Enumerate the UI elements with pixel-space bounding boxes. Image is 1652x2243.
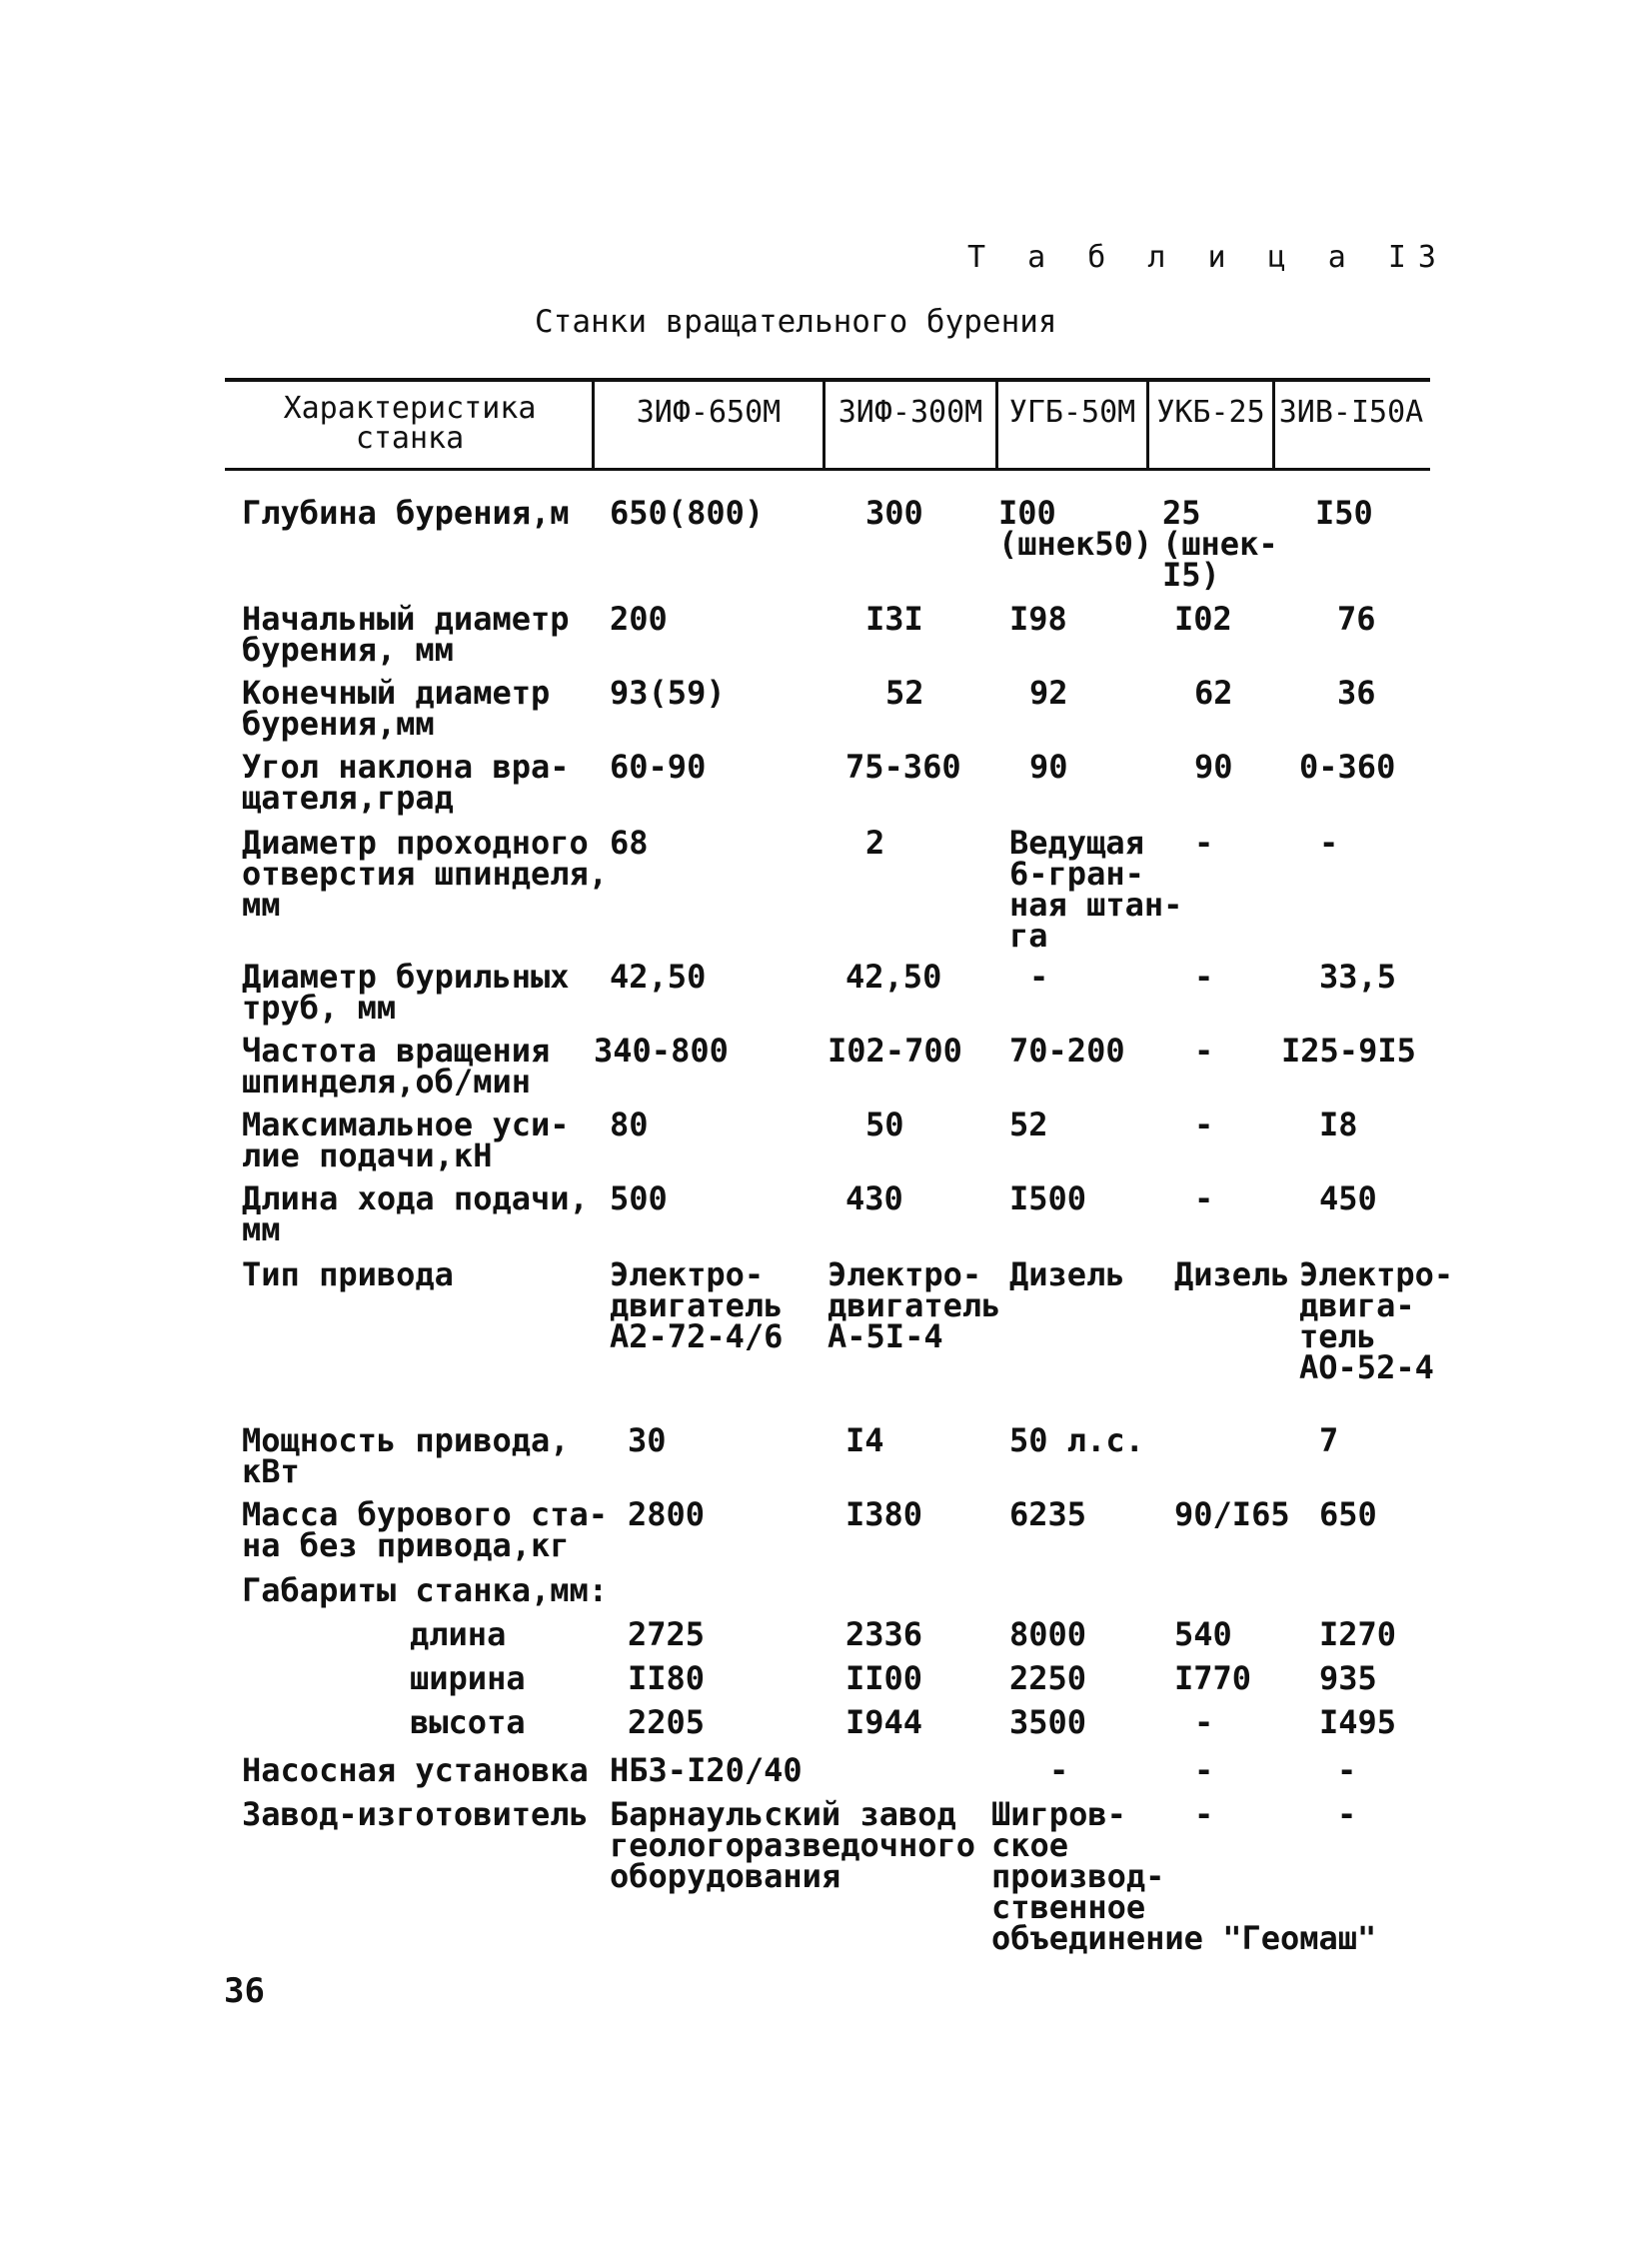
- cell-ugb50: 92: [1029, 674, 1068, 712]
- cell-zif300: Электро- двигатель А-5I-4: [827, 1255, 1001, 1355]
- header-model: ЗИФ-300М: [837, 395, 983, 430]
- cell-zif300: 50: [865, 1106, 904, 1143]
- cell-zif650: 340-800: [594, 1032, 729, 1070]
- cell-ugb50: 8000: [1009, 1615, 1087, 1653]
- row-label: Диаметр бурильных труб, мм: [242, 958, 570, 1027]
- cell-ugb50: Дизель: [1009, 1255, 1125, 1293]
- table-header-rule: [225, 468, 1430, 471]
- cell-ziv150: 36: [1337, 674, 1376, 712]
- cell-ugb50: 90: [1029, 748, 1068, 786]
- cell-zif300: I02-700: [827, 1032, 962, 1070]
- cell-ukb25: -: [1194, 1106, 1214, 1143]
- cell-ugb50: 52: [1009, 1106, 1048, 1143]
- cell-ziv150: I25-9I5: [1281, 1032, 1416, 1070]
- table-top-rule: [225, 378, 1430, 382]
- row-label: Диаметр проходного отверстия шпинделя, мм: [242, 824, 609, 924]
- cell-ukb25: 90: [1194, 748, 1233, 786]
- cell-ukb25: -: [1194, 1751, 1214, 1789]
- cell-ukb25: -: [1194, 824, 1214, 862]
- cell-zif650: 42,50: [610, 958, 707, 996]
- cell-ukb25: I02: [1174, 600, 1232, 638]
- cell-zif300: II00: [845, 1659, 923, 1697]
- cell-zif300: 52: [885, 674, 924, 712]
- cell-zif650: 30: [628, 1421, 667, 1459]
- cell-ugb50: 50 л.с.: [1009, 1421, 1144, 1459]
- cell-ugb50: 2250: [1009, 1659, 1087, 1697]
- cell-ziv150: I270: [1319, 1615, 1397, 1653]
- cell-zif300: I3I: [865, 600, 923, 638]
- cell-ugb50: 6235: [1009, 1495, 1087, 1533]
- cell-zif300: I4: [845, 1421, 884, 1459]
- header-divider: [995, 380, 998, 470]
- row-label: Тип привода: [242, 1255, 454, 1293]
- cell-ukb25: 540: [1174, 1615, 1232, 1653]
- cell-ugb50: I500: [1009, 1179, 1087, 1217]
- cell-zif650: 2205: [628, 1703, 706, 1741]
- cell-ukb25: 62: [1194, 674, 1233, 712]
- header-divider: [1272, 380, 1275, 470]
- cell-zif650: 2800: [628, 1495, 706, 1533]
- cell-zif650: НБЗ-I20/40: [610, 1751, 803, 1789]
- dimensions-label: Габариты станка,мм:: [242, 1571, 609, 1609]
- cell-ugb50: 70-200: [1009, 1032, 1125, 1070]
- row-label: Глубина бурения,м: [242, 494, 570, 532]
- cell-zif650: 2725: [628, 1615, 706, 1653]
- cell-ziv150: 450: [1319, 1179, 1377, 1217]
- cell-zif: Барнаульский завод геологоразведочного оборудования: [610, 1795, 976, 1895]
- cell-ziv150: -: [1319, 824, 1339, 862]
- row-label: Длина хода подачи, мм: [242, 1179, 589, 1248]
- row-label: длина: [410, 1615, 507, 1653]
- row-label: ширина: [410, 1659, 526, 1697]
- cell-ziv150: -: [1337, 1795, 1357, 1833]
- cell-ziv150: 76: [1337, 600, 1376, 638]
- cell-ugb50: I00 (шнек50): [998, 494, 1153, 563]
- cell-ziv150: 935: [1319, 1659, 1377, 1697]
- row-label: Максимальное уси- лие подачи,кН: [242, 1106, 570, 1174]
- row-label: высота: [410, 1703, 526, 1741]
- cell-zif300: 300: [865, 494, 923, 532]
- row-label: Мощность привода, кВт: [242, 1421, 570, 1490]
- row-label: Частота вращения шпинделя,об/мин: [242, 1032, 551, 1101]
- cell-ugb50: -: [1049, 1751, 1069, 1789]
- header-divider: [823, 380, 826, 470]
- cell-ziv150: 33,5: [1319, 958, 1397, 996]
- cell-ugb50: 3500: [1009, 1703, 1087, 1741]
- cell-zif650: 500: [610, 1179, 668, 1217]
- cell-zif650: II80: [628, 1659, 706, 1697]
- table-label: Т а б л и ц а I3: [967, 240, 1448, 275]
- cell-zif650: 650(800): [610, 494, 765, 532]
- cell-ukb25: 90/I65: [1174, 1495, 1290, 1533]
- cell-zif300: 42,50: [845, 958, 942, 996]
- page-number: 36: [224, 1971, 265, 2011]
- cell-ukb25: I770: [1174, 1659, 1252, 1697]
- cell-ukb25: Дизель: [1174, 1255, 1290, 1293]
- cell-ziv150: I495: [1319, 1703, 1397, 1741]
- row-label: Завод-изготовитель: [242, 1795, 589, 1833]
- cell-ukb25: -: [1194, 1032, 1214, 1070]
- cell-zif650: 68: [610, 824, 649, 862]
- cell-ukb25: -: [1194, 1179, 1214, 1217]
- cell-ukb25: -: [1194, 958, 1214, 996]
- row-label: Масса бурового ста- на без привода,кг: [242, 1495, 609, 1564]
- cell-ukb25: -: [1194, 1703, 1214, 1741]
- cell-zif650: 93(59): [610, 674, 726, 712]
- header-model: УКБ-25: [1156, 395, 1265, 430]
- header-model: ЗИВ-I50А: [1278, 395, 1424, 430]
- row-label: Конечный диаметр бурения,мм: [242, 674, 551, 743]
- cell-ziv150: I50: [1315, 494, 1373, 532]
- cell-zif650: 60-90: [610, 748, 707, 786]
- cell-ugb50: Шигров- ское производ- ственное объединение "Геомаш": [991, 1795, 1377, 1957]
- header-divider: [1146, 380, 1149, 470]
- cell-ukb25: -: [1194, 1795, 1214, 1833]
- cell-zif650: 200: [610, 600, 668, 638]
- cell-zif300: 430: [845, 1179, 903, 1217]
- cell-zif300: I380: [845, 1495, 923, 1533]
- table-title: Станки вращательного бурения: [535, 304, 1057, 340]
- cell-zif300: 2336: [845, 1615, 923, 1653]
- cell-ugb50: -: [1029, 958, 1049, 996]
- cell-ziv150: 650: [1319, 1495, 1377, 1533]
- cell-ziv150: 7: [1319, 1421, 1339, 1459]
- row-label: Начальный диаметр бурения, мм: [242, 600, 570, 669]
- cell-zif650: Электро- двигатель А2-72-4/6: [610, 1255, 784, 1355]
- row-label: Угол наклона вра- щателя,град: [242, 748, 570, 817]
- cell-zif650: 80: [610, 1106, 649, 1143]
- cell-zif300: I944: [845, 1703, 923, 1741]
- header-model: УГБ-50М: [1008, 395, 1136, 430]
- cell-ukb25: 25 (шнек- I5): [1162, 494, 1278, 594]
- cell-ugb50: Ведущая 6-гран- ная штан- га: [1009, 824, 1183, 955]
- cell-zif300: 2: [865, 824, 885, 862]
- cell-ugb50: I98: [1009, 600, 1067, 638]
- header-model: ЗИФ-650М: [636, 395, 782, 430]
- cell-ziv150: 0-360: [1299, 748, 1396, 786]
- cell-ziv150: I8: [1319, 1106, 1358, 1143]
- cell-zif300: 75-360: [845, 748, 961, 786]
- cell-ziv150: -: [1337, 1751, 1357, 1789]
- header-characteristic: Характеристика станка: [283, 391, 537, 456]
- row-label: Насосная установка: [242, 1751, 589, 1789]
- cell-ziv150: Электро- двига- тель АО-52-4: [1299, 1255, 1454, 1386]
- header-divider: [592, 380, 595, 470]
